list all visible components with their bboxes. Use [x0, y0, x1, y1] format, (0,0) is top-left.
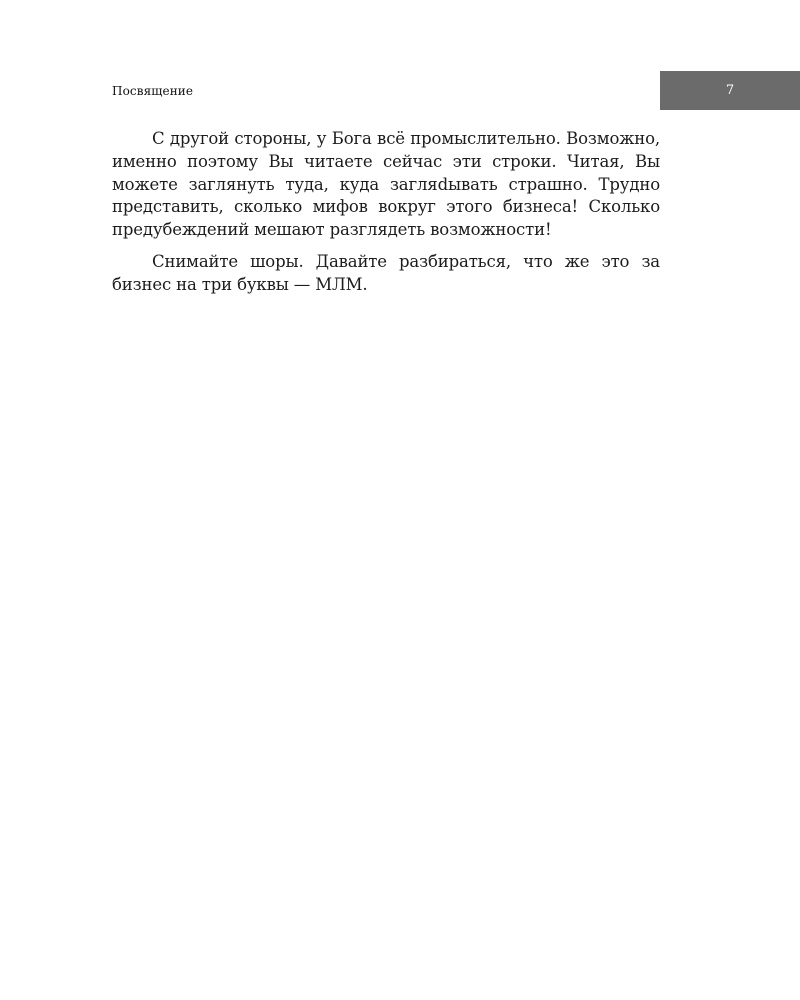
paragraph-2: Снимайте шоры. Давайте разбираться, что же это за бизнес на три буквы — МЛМ. — [112, 251, 660, 294]
body-text — [112, 128, 660, 297]
page-number: 7 — [725, 83, 735, 98]
running-head-title: Посвящение — [112, 84, 194, 98]
page-number-tab — [660, 71, 800, 110]
paragraph-1: С другой стороны, у Бога всё промыслительно. Возможно, именно поэтому Вы читаете сейчас эти строки. Читая, Вы можете заглянуть туда, куда загляdывать страшно. Трудно представить, сколько мифов вокруг этого бизнеса! Сколько предубеждений мешают разглядеть возможности! — [112, 129, 660, 240]
